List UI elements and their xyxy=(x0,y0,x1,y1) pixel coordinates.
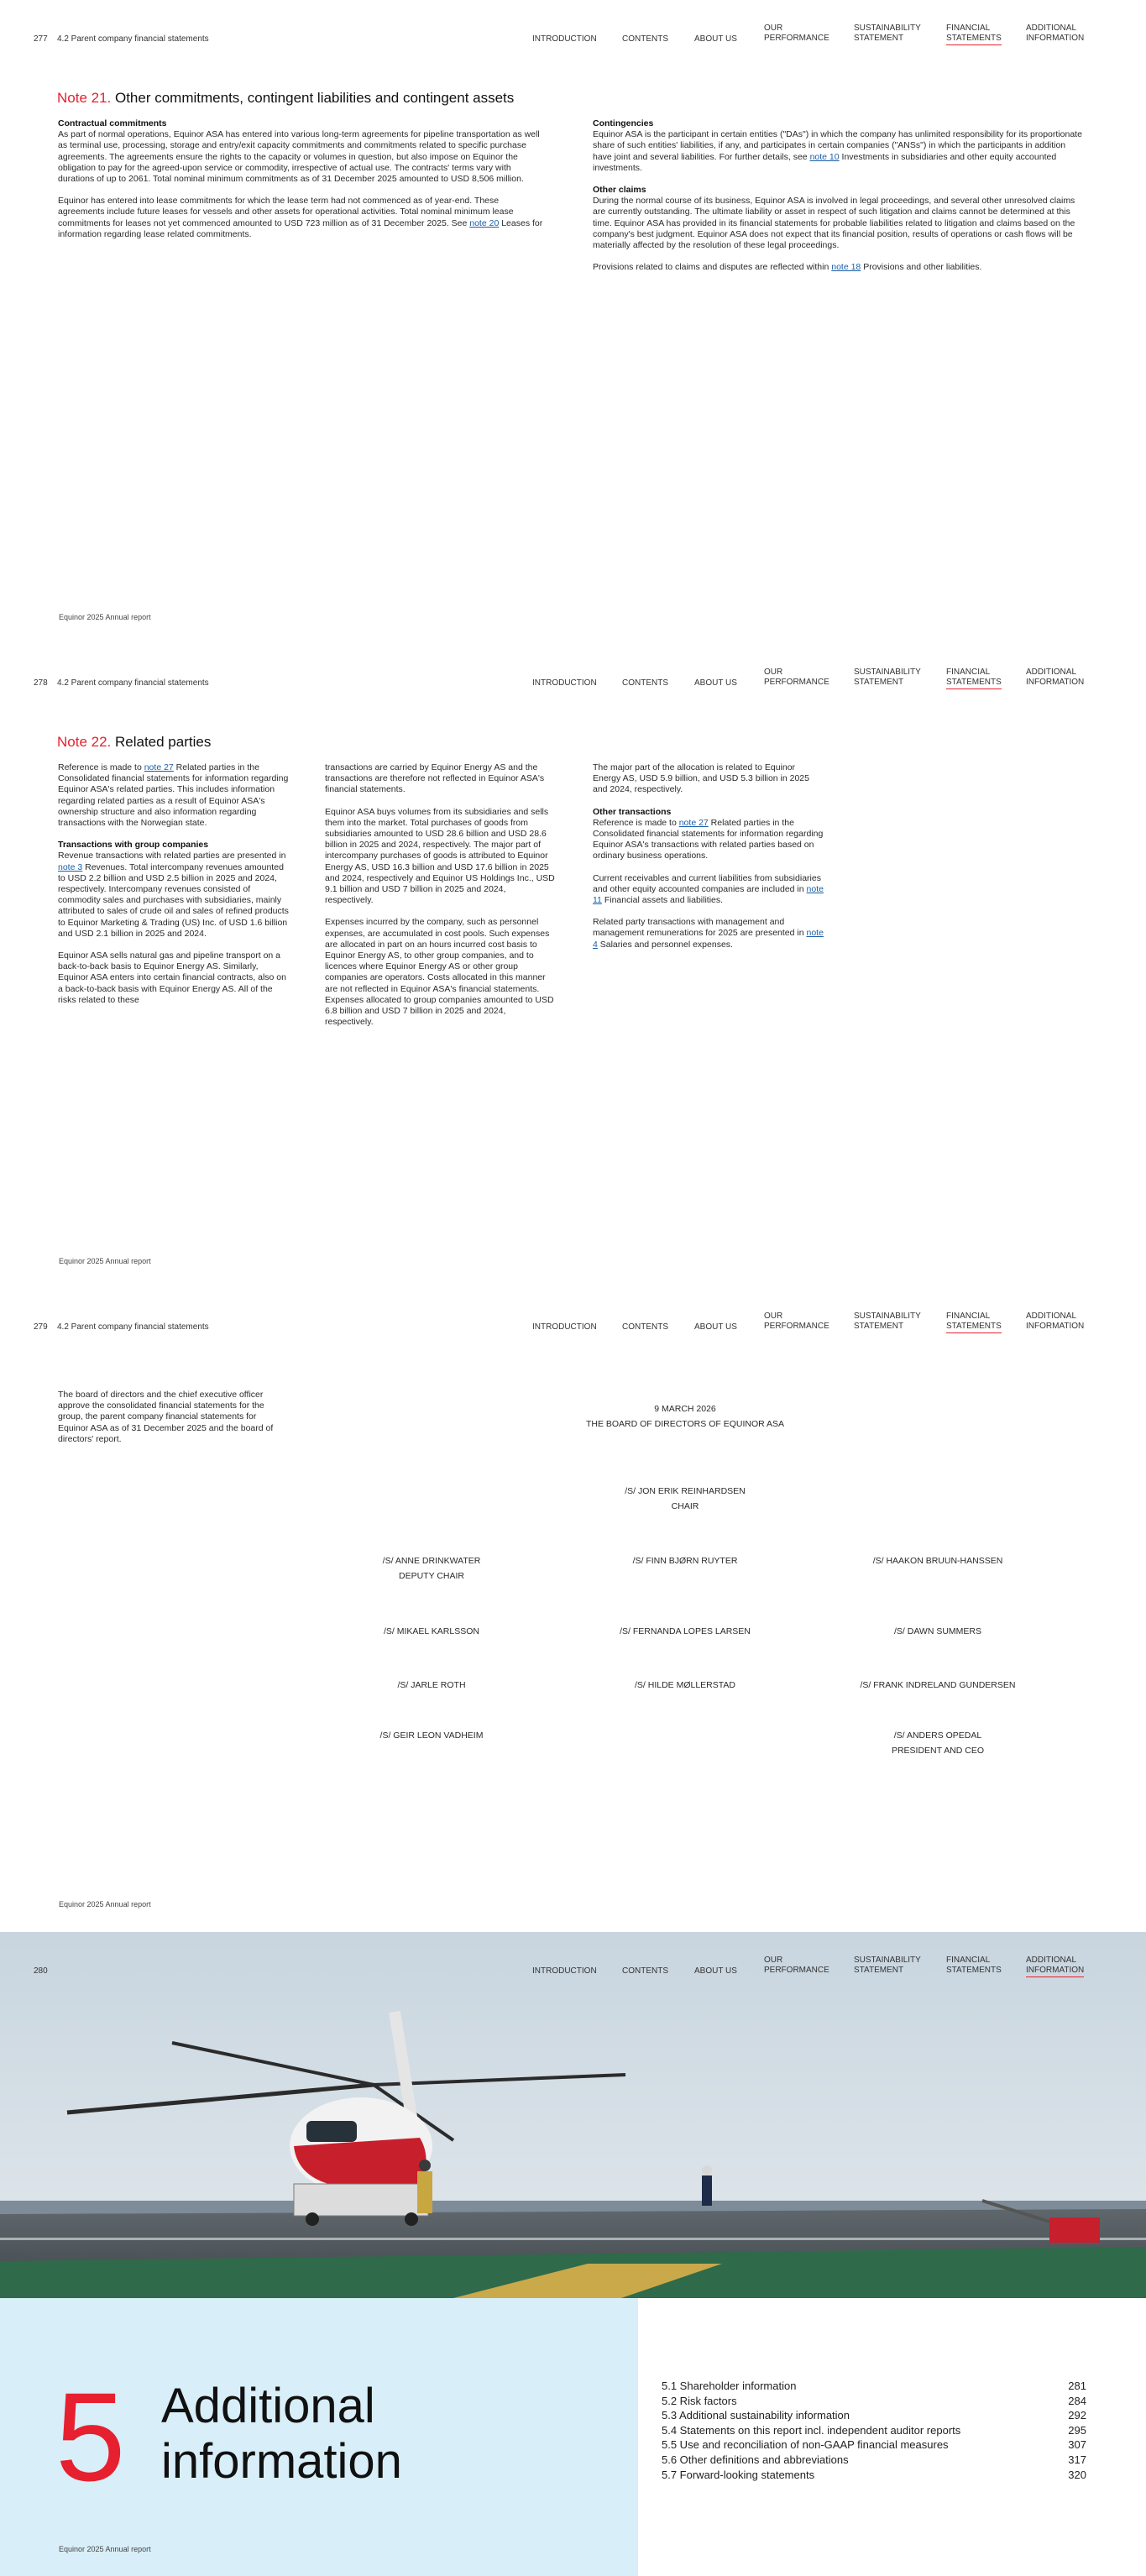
paragraph: Equinor has entered into lease commitments for which the lease term had not commenced as of year-end. These agreements include future leases for vessels and other assets for operational activities. Total nominal minimum lease commitments for leases not yet commenced amounted to USD 723 million as of 31 December 2025. See note 20 Leases for information regarding lease related commitments. xyxy=(58,196,543,239)
paragraph: Revenue transactions with related parties are presented in note 3 Revenues. Total intercompany revenues amounted to USD 2.2 billion and USD 2.5 billion in 2025 and 2024, respectively. Intercompany revenues consisted of commodity sales and purchases with subsidiaries, mainly attributed to sales of crude oil and sales of refined products to Equinor Marketing & Trading (US) Inc. of USD 1.6 billion and USD 2.1 billion in 2025 and 2024. xyxy=(58,851,289,939)
nav-financial-statements[interactable]: FINANCIAL STATEMENTS xyxy=(946,668,1002,689)
toc-item[interactable]: 5.6 Other definitions and abbreviations 317 xyxy=(662,2453,1086,2466)
toc-item[interactable]: 5.3 Additional sustainability information 292 xyxy=(662,2409,1086,2422)
signature-block: /S/ FRANK INDRELAND GUNDERSEN xyxy=(860,1680,1016,1690)
signature-block: /S/ FINN BJØRN RUYTER xyxy=(632,1556,738,1566)
chapter-toc xyxy=(662,2379,1086,2482)
nav-financial-statements[interactable]: FINANCIAL STATEMENTS xyxy=(946,1312,1002,1333)
paragraph: The major part of the allocation is related to Equinor Energy AS, USD 5.9 billion, and USD 5.3 billion in 2025 and 2024, respectively. xyxy=(593,762,809,795)
section-label[interactable]: 4.2 Parent company financial statements xyxy=(57,678,209,688)
nav-about-us[interactable]: ABOUT US xyxy=(694,1322,737,1332)
nav-our-performance[interactable]: OUR PERFORMANCE xyxy=(764,668,829,687)
nav-sustainability-statement[interactable]: SUSTAINABILITY STATEMENT xyxy=(854,1956,921,1975)
nav-contents[interactable]: CONTENTS xyxy=(622,678,668,688)
paragraph: Equinor ASA sells natural gas and pipeline transport on a back-to-back basis to Equinor Energy AS. Similarly, Equinor ASA enters into certain financial contracts, also on a back-to-back basis with Equinor Energy AS. All of the risks related to these xyxy=(58,950,286,1005)
nav-introduction[interactable]: INTRODUCTION xyxy=(532,34,597,44)
paragraph: During the normal course of its business, Equinor ASA is involved in legal proceedings, and several other unresolved claims are currently outstanding. The ultimate liability or asset in respect of such litigation and claims cannot be determined at this time. Equinor ASA has provided in its financial statements for probable liabilities related to litigation and claims based on the company's best judgment. Equinor ASA does not expect that its financial position, results of operations or cash flows will be materially affected by the resolution of these legal proceedings. xyxy=(593,196,1075,251)
subheading-contractual-commitments: Contractual commitments xyxy=(58,118,167,128)
page-footer: Equinor 2025 Annual report xyxy=(59,1900,151,1908)
page-279 xyxy=(0,1288,1146,1932)
top-navigation xyxy=(0,668,1146,693)
chapter-number: 5 xyxy=(55,2366,126,2507)
note-link[interactable]: note 3 xyxy=(58,861,83,872)
nav-sustainability-statement[interactable]: SUSTAINABILITY STATEMENT xyxy=(854,1312,921,1331)
page-number: 279 xyxy=(34,1322,48,1332)
page-278 xyxy=(0,644,1146,1288)
signature-block: /S/ JARLE ROTH xyxy=(397,1680,466,1690)
nav-contents[interactable]: CONTENTS xyxy=(622,34,668,44)
helicopter-illustration xyxy=(0,1932,1146,2298)
page-280 xyxy=(0,1932,1146,2576)
note-link[interactable]: note 10 xyxy=(809,151,840,162)
nav-sustainability-statement[interactable]: SUSTAINABILITY STATEMENT xyxy=(854,668,921,687)
page-footer: Equinor 2025 Annual report xyxy=(59,1257,151,1265)
right-column xyxy=(593,118,1083,284)
paragraph: Reference is made to note 27 Related parties in the Consolidated financial statements for information regarding Equinor ASA's related parties. This includes information regarding related parties as a result of Equinor ASA's ownership structure and also information regarding transactions with the Norwegian state. xyxy=(58,762,289,829)
signature-block: /S/ MIKAEL KARLSSON xyxy=(384,1626,479,1636)
nav-contents[interactable]: CONTENTS xyxy=(622,1322,668,1332)
signing-date: 9 MARCH 2026 THE BOARD OF DIRECTORS OF EQUINOR ASA xyxy=(585,1404,785,1429)
page-277 xyxy=(0,0,1146,644)
paragraph: Provisions related to claims and disputes are reflected within note 18 Provisions and other liabilities. xyxy=(593,262,982,273)
paragraph: As part of normal operations, Equinor ASA has entered into various long-term agreements for pipeline transportation as well as terminal use, processing, storage and entry/exit capacity commitments and commitments related to specific purchase agreements. The agreements ensure the rights to the capacity or volumes in question, but also impose on Equinor the obligation to pay for the agreed-upon service or commodity, irrespective of actual use. The contracts' terms vary with durations of up to 2061. Total nominal minimum commitments as of 31 December 2025 amounted to USD 8,506 million. xyxy=(58,129,540,185)
helideck-photo xyxy=(0,1932,1146,2298)
top-navigation xyxy=(0,1956,1146,1981)
section-label[interactable]: 4.2 Parent company financial statements xyxy=(57,1322,209,1332)
page-footer: Equinor 2025 Annual report xyxy=(59,2545,151,2553)
nav-sustainability-statement[interactable]: SUSTAINABILITY STATEMENT xyxy=(854,24,921,43)
note-link[interactable]: note 27 xyxy=(144,762,174,772)
nav-about-us[interactable]: ABOUT US xyxy=(694,1966,737,1976)
note-heading: Note 22. Related parties xyxy=(57,734,212,750)
subheading-contingencies: Contingencies xyxy=(593,118,654,128)
nav-financial-statements[interactable]: FINANCIAL STATEMENTS xyxy=(946,1956,1002,1975)
section-label[interactable]: 4.2 Parent company financial statements xyxy=(57,34,209,44)
nav-additional-information[interactable]: ADDITIONAL INFORMATION xyxy=(1026,1956,1084,1977)
toc-item[interactable]: 5.1 Shareholder information 281 xyxy=(662,2380,1086,2392)
signature-block: /S/ GEIR LEON VADHEIM xyxy=(379,1730,484,1741)
subheading-other-claims: Other claims xyxy=(593,185,646,196)
signature-block: /S/ DAWN SUMMERS xyxy=(893,1626,982,1636)
signature-block: /S/ HILDE MØLLERSTAD xyxy=(634,1680,735,1690)
signature-block: /S/ JON ERIK REINHARDSEN CHAIR xyxy=(625,1486,746,1511)
paragraph: transactions are carried by Equinor Energy AS and the transactions are therefore not reflected in Equinor ASA's financial statements. xyxy=(325,762,545,795)
signature-block: /S/ ANNE DRINKWATER DEPUTY CHAIR xyxy=(382,1556,481,1581)
page-number: 277 xyxy=(34,34,48,44)
note-link[interactable]: note 20 xyxy=(469,217,500,228)
page-footer: Equinor 2025 Annual report xyxy=(59,613,151,621)
paragraph: Equinor ASA is the participant in certain entities ("DAs") in which the company has unlimited responsibility for its proportionate share of such entities' liabilities, if any, and participates in certain companies ("ANSs") in which the participants in addition have joint and several liabilities. For further details, see note 10 Investments in subsidiaries and other equity accounted investments. xyxy=(593,129,1082,173)
note-link[interactable]: note 4 xyxy=(593,928,824,950)
nav-financial-statements[interactable]: FINANCIAL STATEMENTS xyxy=(946,24,1002,45)
subheading-other-transactions: Other transactions xyxy=(593,806,672,817)
top-navigation xyxy=(0,1312,1146,1337)
note-heading: Note 21. Other commitments, contingent liabilities and contingent assets xyxy=(57,90,515,106)
nav-our-performance[interactable]: OUR PERFORMANCE xyxy=(764,1956,829,1975)
subheading-group-transactions: Transactions with group companies xyxy=(58,840,209,851)
nav-about-us[interactable]: ABOUT US xyxy=(694,34,737,44)
column-1 xyxy=(58,762,289,1017)
nav-introduction[interactable]: INTRODUCTION xyxy=(532,1966,597,1976)
signature-block: /S/ HAAKON BRUUN-HANSSEN xyxy=(872,1556,1003,1566)
nav-introduction[interactable]: INTRODUCTION xyxy=(532,1322,597,1332)
paragraph: Related party transactions with management and management remunerations for 2025 are presented in note 4 Salaries and personnel expenses. xyxy=(593,917,824,950)
nav-our-performance[interactable]: OUR PERFORMANCE xyxy=(764,1312,829,1331)
paragraph: Equinor ASA buys volumes from its subsidiaries and sells them into the market. Total purchases of goods from subsidiaries amounted to USD 28.6 billion and USD 28.6 billion in 2025 and 2024, respectively. The major part of intercompany purchases of goods is attributed to Equinor Energy AS, USD 16.3 billion and USD 17.6 billion in 2025 and 2024, respectively and Equinor US Holdings Inc., USD 9.1 billion and USD 7 billion in 2025 and 2024, respectively. xyxy=(325,806,555,906)
toc-item[interactable]: 5.7 Forward-looking statements 320 xyxy=(662,2468,1086,2481)
nav-additional-information[interactable]: ADDITIONAL INFORMATION xyxy=(1026,668,1085,687)
column-3 xyxy=(593,762,824,961)
left-column xyxy=(58,118,547,251)
signature-block: /S/ FERNANDA LOPES LARSEN xyxy=(620,1626,751,1636)
paragraph: Expenses incurred by the company, such as personnel expenses, are accumulated in cost pools. Such expenses are allocated in part on an hours incurred cost basis to Equinor Energy AS, to other group companies, and to licences where Equinor Energy AS or other group companies are operators. Costs allocated in this manner are not reflected in Equinor ASA's financial statements. Expenses allocated to group companies amounted to USD 6.8 billion and USD 7 billion in 2025 and 2024, respectively. xyxy=(325,917,554,1028)
note-link[interactable]: note 27 xyxy=(678,817,709,828)
toc-item[interactable]: 5.4 Statements on this report incl. independent auditor reports 295 xyxy=(662,2423,1086,2437)
nav-additional-information[interactable]: ADDITIONAL INFORMATION xyxy=(1026,24,1085,43)
nav-introduction[interactable]: INTRODUCTION xyxy=(532,678,597,688)
note-link[interactable]: note 11 xyxy=(593,883,824,906)
chapter-title: Additional information xyxy=(161,2379,402,2489)
chapter-title-panel xyxy=(0,2298,638,2576)
toc-item[interactable]: 5.2 Risk factors 284 xyxy=(662,2394,1086,2407)
top-navigation xyxy=(0,24,1146,49)
nav-our-performance[interactable]: OUR PERFORMANCE xyxy=(764,24,829,43)
toc-item[interactable]: 5.5 Use and reconciliation of non-GAAP financial measures 307 xyxy=(662,2438,1086,2452)
page-number: 278 xyxy=(34,678,48,688)
paragraph: Reference is made to note 27 Related parties in the Consolidated financial statements for information regarding Equinor ASA's transactions with related parties based on ordinary business operations. xyxy=(593,817,824,861)
approval-statement: The board of directors and the chief executive officer approve the consolidated financial statements for the group, the parent company financial statements for Equinor ASA as of 31 December 2025 and the board of directors' report. xyxy=(58,1390,274,1444)
nav-additional-information[interactable]: ADDITIONAL INFORMATION xyxy=(1026,1312,1085,1331)
nav-about-us[interactable]: ABOUT US xyxy=(694,678,737,688)
note-link[interactable]: note 18 xyxy=(831,262,861,273)
page-number: 280 xyxy=(34,1966,48,1976)
paragraph: Current receivables and current liabilities from subsidiaries and other equity accounted companies are included in note 11 Financial assets and liabilities. xyxy=(593,872,824,906)
column-2 xyxy=(325,762,556,1039)
signature-block: /S/ ANDERS OPEDAL PRESIDENT AND CEO xyxy=(891,1730,985,1756)
nav-contents[interactable]: CONTENTS xyxy=(622,1966,668,1976)
